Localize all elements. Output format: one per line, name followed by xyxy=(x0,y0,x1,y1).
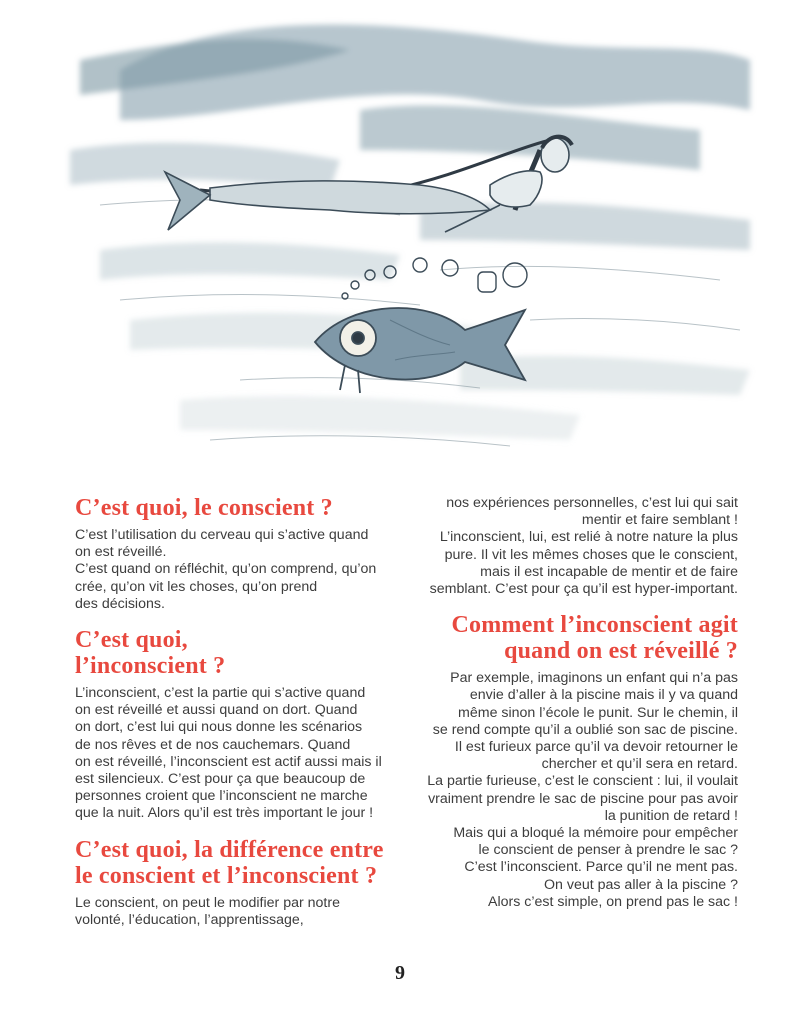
text-line: Il est furieux parce qu’il va devoir retourner le xyxy=(454,739,738,756)
section-inconscient-reveille xyxy=(408,612,738,911)
heading-inconscient xyxy=(75,627,405,679)
heading-line: Comment l’inconscient agit xyxy=(451,612,738,639)
text-line: C’est quand on réfléchit, qu’on comprend, qu’on xyxy=(75,561,377,578)
text-line: volonté, l’éducation, l’apprentissage, xyxy=(75,911,304,928)
text-line: On veut pas aller à la piscine ? xyxy=(543,876,738,893)
text-line: La partie furieuse, c’est le conscient : lui, il voulait xyxy=(427,773,738,790)
heading-difference xyxy=(75,837,405,889)
text-line: L’inconscient, c’est la partie qui s’active quand xyxy=(75,685,366,702)
text-line: la punition de retard ! xyxy=(604,807,738,824)
heading-line: quand on est réveillé ? xyxy=(504,638,738,665)
text-line: de nos rêves et de nos cauchemars. Quand xyxy=(75,736,351,753)
heading-conscient: C’est quoi, le conscient ? xyxy=(75,495,333,521)
text-line: Alors c’est simple, on prend pas le sac ! xyxy=(488,893,738,910)
continuation-paragraph xyxy=(408,495,738,598)
heading-line: l’inconscient ? xyxy=(75,653,226,680)
text-line: est silencieux. C’est pour ça que beaucoup de xyxy=(75,771,366,788)
text-line: on est réveillé et aussi quand on dort. Quand xyxy=(75,702,358,719)
text-line: C’est l’utilisation du cerveau qui s’active quand xyxy=(75,527,369,543)
text-line: L’inconscient, lui, est relié à notre nature la plus xyxy=(439,529,738,546)
text-line: le conscient de penser à prendre le sac ? xyxy=(478,842,738,859)
text-line: semblant. C’est pour ça qu’il est hyper-important. xyxy=(429,581,738,598)
text-line: Le conscient, on peut le modifier par notre xyxy=(75,894,340,911)
text-line: chercher et qu’il sera en retard. xyxy=(541,756,738,773)
paragraph-difference xyxy=(75,895,405,929)
text-line: mentir et faire semblant ! xyxy=(581,512,738,529)
text-line: on est réveillé. xyxy=(75,544,167,561)
heading-line: C’est quoi, xyxy=(75,627,188,654)
heading-line: le conscient et l’inconscient ? xyxy=(75,862,378,889)
text-line: vraiment prendre le sac de piscine pour pas avoir xyxy=(428,790,738,807)
text-line: mais il est incapable de mentir et de faire xyxy=(480,563,738,580)
paragraph-conscient xyxy=(75,527,405,613)
heading-inconscient-reveille xyxy=(408,612,738,664)
left-column xyxy=(75,495,405,943)
text-line: même sinon l’école le punit. Sur le chemin, il xyxy=(458,704,738,721)
heading-line: C’est quoi, la différence entre xyxy=(75,836,384,863)
text-line: crée, qu’on vit les choses, qu’on prend xyxy=(75,578,318,595)
right-column xyxy=(408,495,738,925)
section-inconscient xyxy=(75,627,405,823)
text-line: on est réveillé, l’inconscient est actif aussi mais il xyxy=(75,753,382,770)
text-line: que la nuit. Alors qu’il est très important le jour ! xyxy=(75,805,374,822)
section-conscient xyxy=(75,495,405,613)
text-line: Mais qui a bloqué la mémoire pour empêcher xyxy=(453,825,738,842)
text-line: des décisions. xyxy=(75,595,165,612)
page-number: 9 xyxy=(395,962,405,984)
paragraph-continuation xyxy=(408,495,738,598)
text-line: personnes croient que l’inconscient ne marche xyxy=(75,788,368,805)
text-line: se rend compte qu’il a oublié son sac de piscine. xyxy=(432,721,738,738)
section-difference xyxy=(75,837,405,929)
text-line: envie d’aller à la piscine mais il y va quand xyxy=(469,687,738,704)
text-line: Par exemple, imaginons un enfant qui n’a pas xyxy=(450,670,738,687)
mermaid-fish-illustration xyxy=(60,0,760,470)
paragraph-inconscient-reveille xyxy=(408,670,738,911)
text-line: on dort, c’est lui qui nous donne les scénarios xyxy=(75,719,363,736)
paragraph-inconscient xyxy=(75,685,405,823)
text-line: pure. Il vit les mêmes choses que le conscient, xyxy=(444,546,738,563)
text-line: C’est l’inconscient. Parce qu’il ne ment pas. xyxy=(464,859,738,876)
text-line: nos expériences personnelles, c’est lui qui sait xyxy=(446,495,738,511)
